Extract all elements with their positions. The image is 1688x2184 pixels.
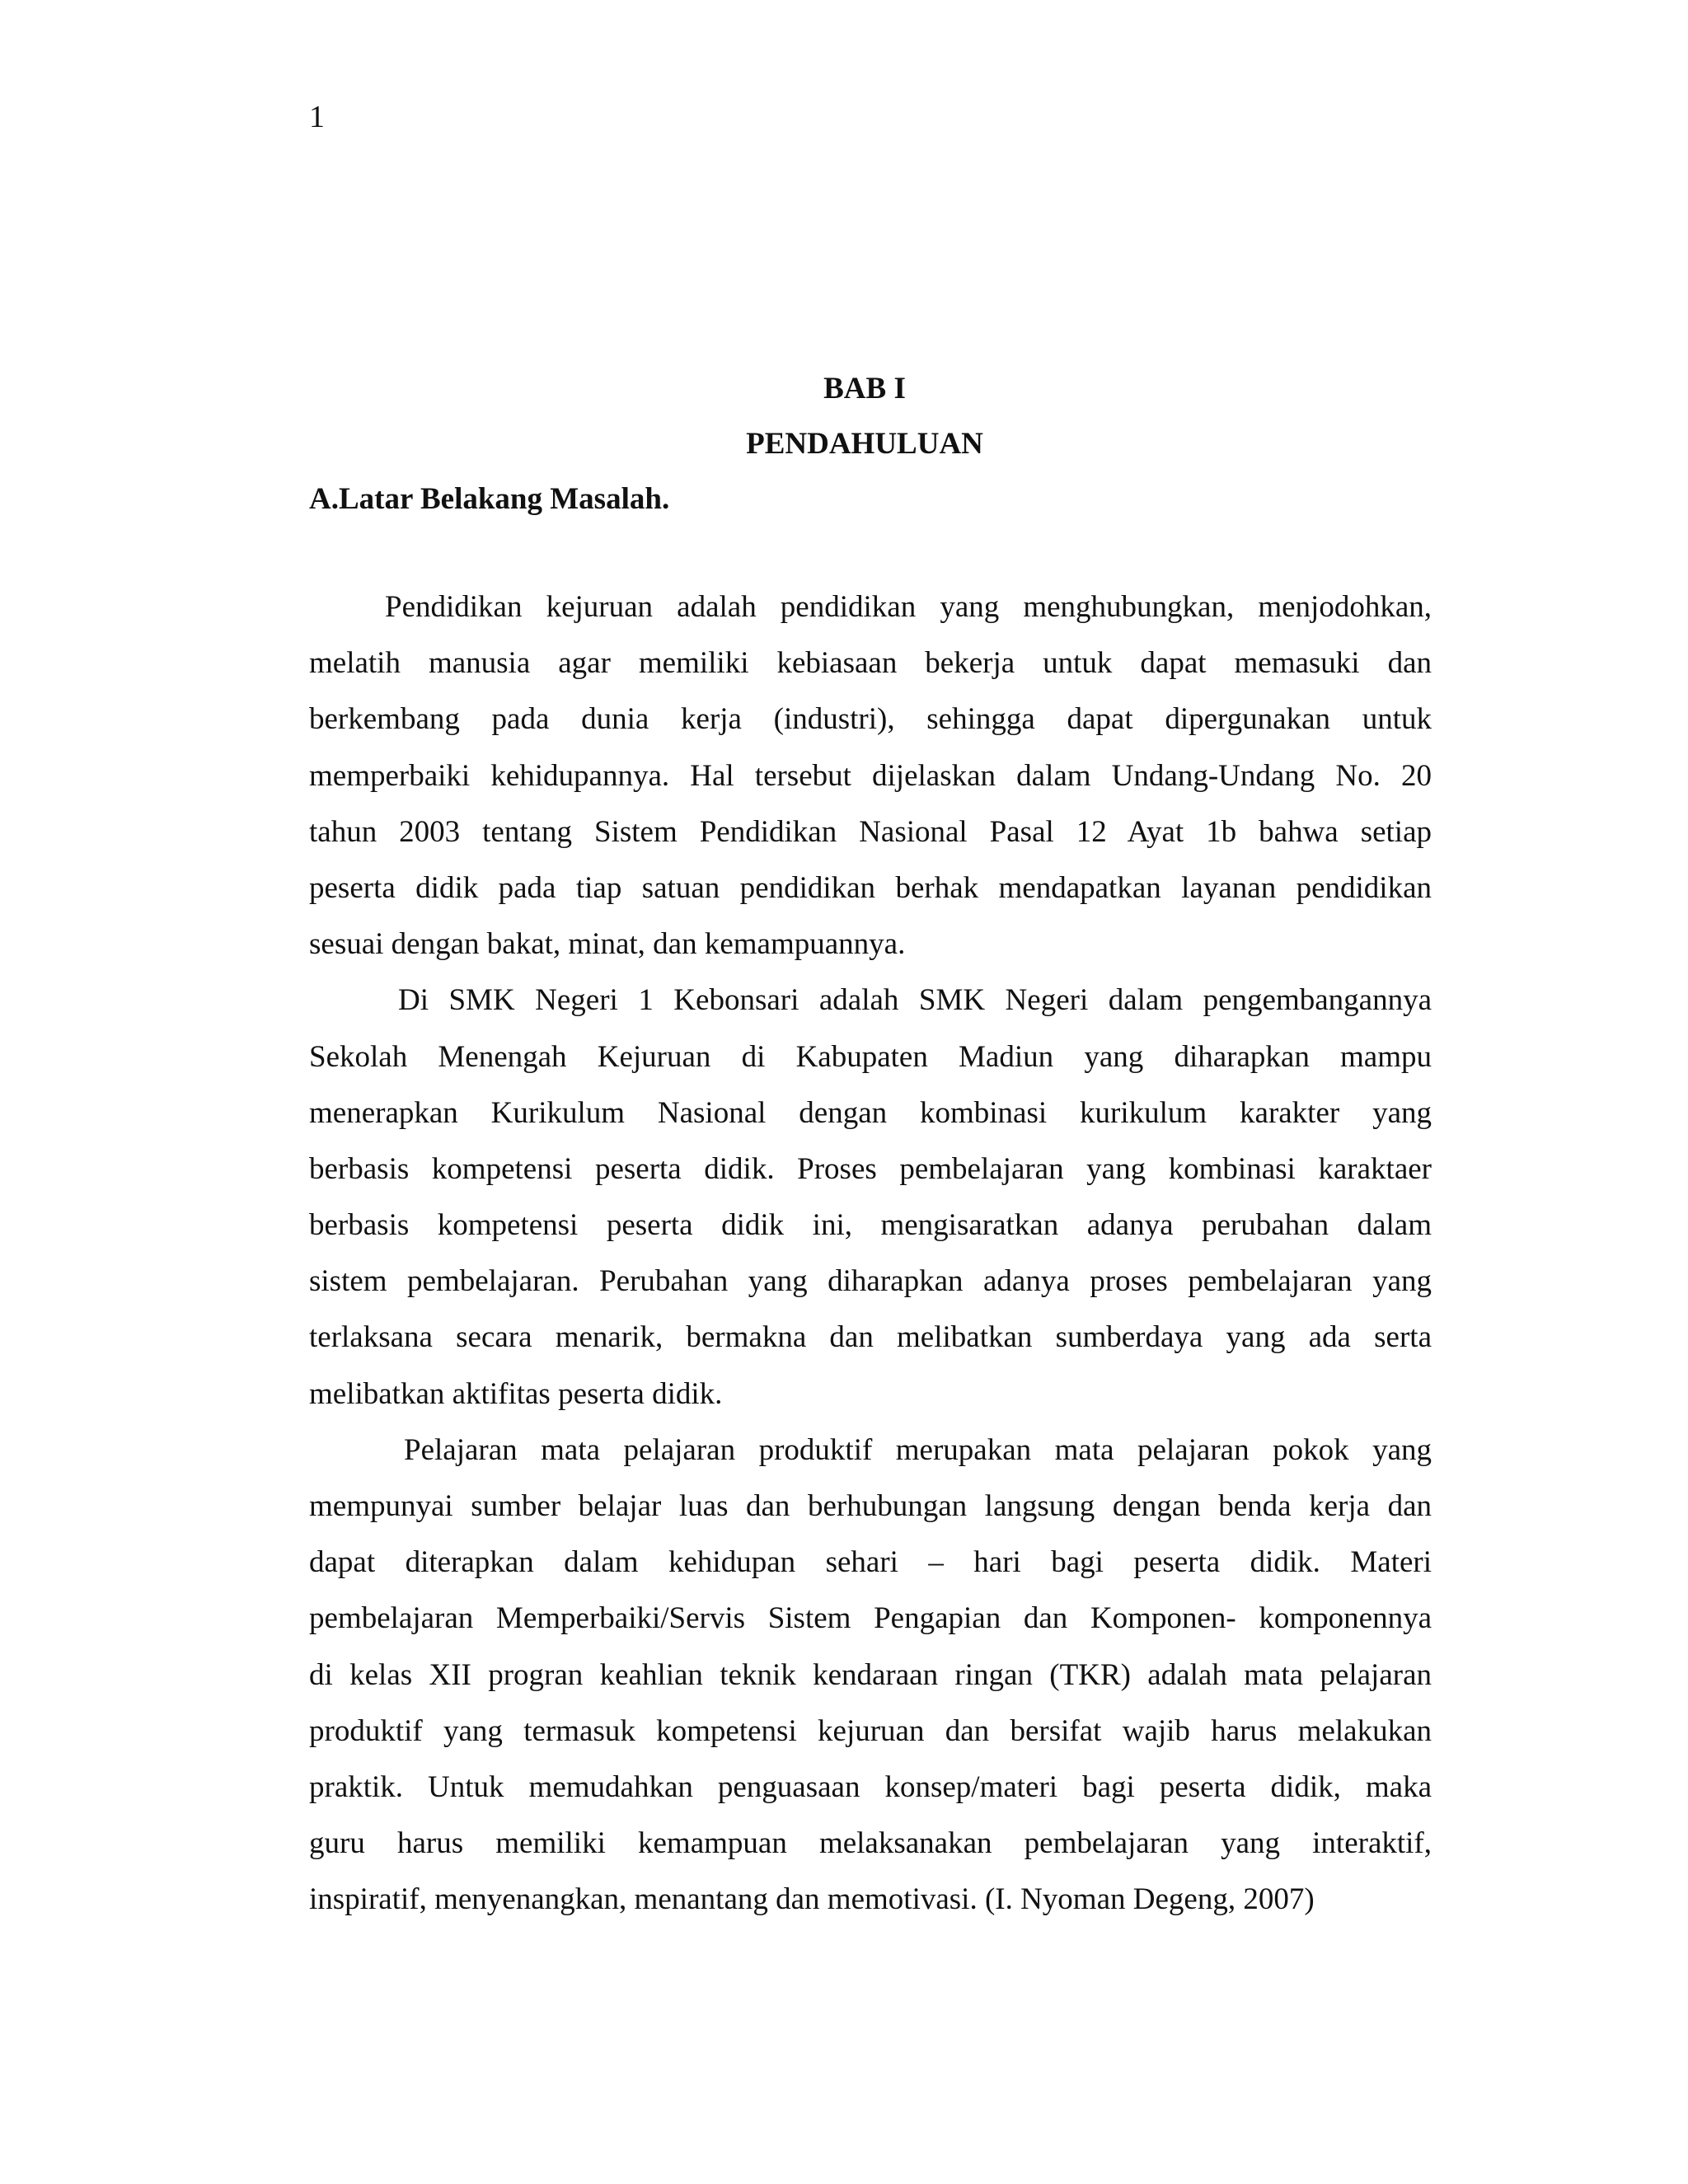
- paragraph-line: berbasis kompetensi peserta didik. Proses pembelajaran yang kombinasi karaktaer: [309, 1151, 1432, 1186]
- paragraph-3: [309, 1431, 1432, 1937]
- paragraph-line: guru harus memiliki kemampuan melaksanakan pembelajaran yang interaktif,: [309, 1826, 1432, 1861]
- paragraph-line: pembelajaran Memperbaiki/Servis Sistem Pengapian dan Komponen- komponennya: [309, 1601, 1432, 1636]
- paragraph-line: tahun 2003 tentang Sistem Pendidikan Nasional Pasal 12 Ayat 1b bahwa setiap: [309, 814, 1432, 849]
- paragraph-line: terlaksana secara menarik, bermakna dan melibatkan sumberdaya yang ada serta: [309, 1320, 1432, 1355]
- paragraph-line: memperbaiki kehidupannya. Hal tersebut dijelaskan dalam Undang-Undang No. 20: [309, 758, 1432, 793]
- paragraph-line: mempunyai sumber belajar luas dan berhubungan langsung dengan benda kerja dan: [309, 1489, 1432, 1523]
- paragraph-line: berkembang pada dunia kerja (industri), sehingga dapat dipergunakan untuk: [309, 702, 1432, 737]
- paragraph-line: peserta didik pada tiap satuan pendidikan berhak mendapatkan layanan pendidikan: [309, 870, 1432, 905]
- paragraph-line: produktif yang termasuk kompetensi kejuruan dan bersifat wajib harus melakukan: [309, 1713, 1432, 1748]
- chapter-label: BAB I: [823, 372, 906, 405]
- paragraph-line: Sekolah Menengah Kejuruan di Kabupaten Madiun yang diharapkan mampu: [309, 1039, 1432, 1074]
- paragraph-line: Pelajaran mata pelajaran produktif merupakan mata pelajaran pokok yang: [404, 1432, 1432, 1467]
- paragraph-line: Di SMK Negeri 1 Kebonsari adalah SMK Negeri dalam pengembangannya: [398, 983, 1432, 1018]
- paragraph-line: melibatkan aktifitas peserta didik.: [309, 1376, 723, 1411]
- body-text: [309, 588, 1432, 1937]
- paragraph-line: di kelas XII progran keahlian teknik kendaraan ringan (TKR) adalah mata pelajaran: [309, 1657, 1432, 1692]
- paragraph-line: dapat diterapkan dalam kehidupan sehari – hari bagi peserta didik. Materi: [309, 1545, 1432, 1580]
- paragraph-line: sistem pembelajaran. Perubahan yang diharapkan adanya proses pembelajaran yang: [309, 1264, 1432, 1299]
- paragraph-line: Pendidikan kejuruan adalah pendidikan yang menghubungkan, menjodohkan,: [385, 590, 1432, 624]
- paragraph-line: menerapkan Kurikulum Nasional dengan kombinasi kurikulum karakter yang: [309, 1095, 1432, 1130]
- section-heading: A.Latar Belakang Masalah.: [309, 482, 670, 516]
- paragraph-line: berbasis kompetensi peserta didik ini, mengisaratkan adanya perubahan dalam: [309, 1208, 1432, 1243]
- paragraph-2: [309, 981, 1432, 1431]
- paragraph-line: inspiratif, menyenangkan, menantang dan memotivasi. (I. Nyoman Degeng, 2007): [309, 1882, 1315, 1917]
- page-number: 1: [309, 100, 325, 134]
- paragraph-line: praktik. Untuk memudahkan penguasaan konsep/materi bagi peserta didik, maka: [309, 1769, 1432, 1804]
- chapter-title: PENDAHULUAN: [746, 427, 983, 461]
- paragraph-line: sesuai dengan bakat, minat, dan kemampuannya.: [309, 927, 906, 962]
- paragraph-line: melatih manusia agar memiliki kebiasaan bekerja untuk dapat memasuki dan: [309, 646, 1432, 681]
- paragraph-1: [309, 588, 1432, 981]
